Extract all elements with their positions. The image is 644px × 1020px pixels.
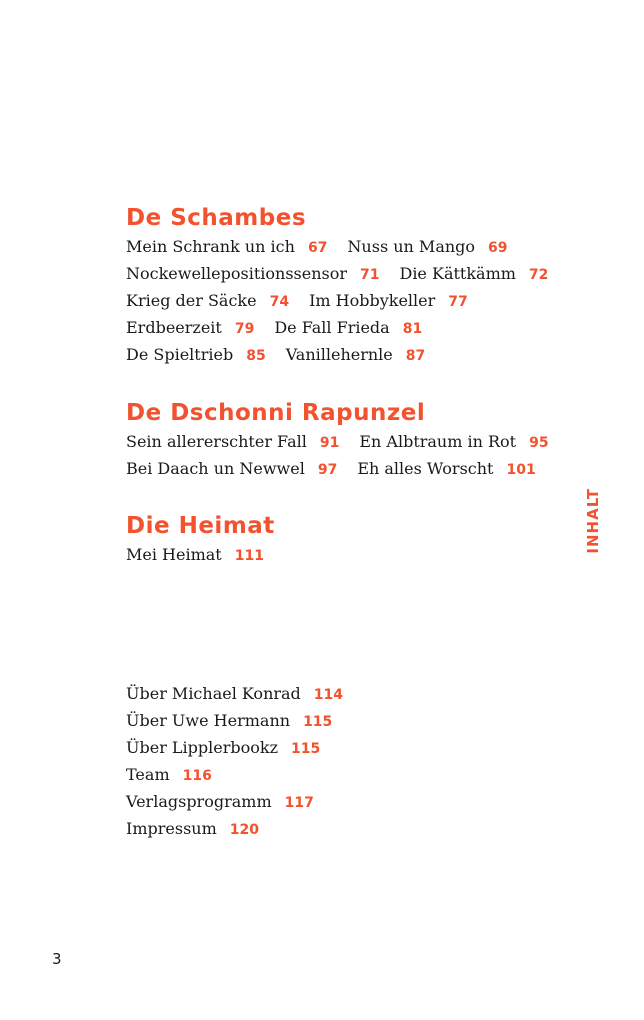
toc-entry — [126, 815, 259, 844]
toc-row — [126, 314, 548, 341]
toc-entry-title: Über Lipplerbookz — [126, 738, 279, 757]
page-number: 3 — [52, 950, 62, 968]
toc-entry-page: 117 — [284, 795, 314, 811]
toc-row — [126, 341, 548, 368]
toc-entry-page: 97 — [317, 462, 338, 478]
toc-entry-page: 116 — [182, 768, 212, 784]
section-de-schambes — [126, 203, 548, 368]
toc-entry-title: Mein Schrank un ich — [126, 237, 295, 256]
toc-entry-title: Über Michael Konrad — [126, 684, 301, 703]
toc-entry-title: De Fall Frieda — [274, 318, 390, 337]
toc-row — [126, 707, 343, 734]
toc-entry-page: 79 — [234, 321, 255, 337]
section-appendix — [126, 680, 343, 842]
toc-entry — [126, 541, 264, 570]
section-title: De Schambes — [126, 205, 307, 231]
toc-entry-page: 114 — [313, 687, 344, 703]
toc-entry-page: 69 — [488, 240, 508, 256]
toc-entry — [309, 287, 468, 316]
toc-entry — [274, 314, 422, 343]
toc-entry-title: En Albtraum in Rot — [359, 432, 517, 451]
toc-entry — [126, 233, 327, 262]
toc-entry-title: Mei Heimat — [126, 545, 222, 564]
toc-entry — [126, 428, 339, 457]
section-de-dschonni-rapunzel — [126, 398, 549, 482]
toc-entry — [126, 260, 379, 289]
toc-entry — [399, 260, 548, 289]
toc-entry-title: Impressum — [126, 819, 217, 838]
toc-entry — [286, 341, 426, 370]
section-title: De Dschonni Rapunzel — [126, 400, 426, 426]
toc-entry — [126, 707, 332, 736]
toc-entry — [126, 734, 320, 763]
toc-entry-page: 67 — [307, 240, 328, 256]
toc-entry — [126, 314, 254, 343]
toc-entry-title: Team — [126, 765, 170, 784]
toc-entry-title: Krieg der Säcke — [126, 291, 257, 310]
toc-row — [126, 815, 343, 842]
section-die-heimat — [126, 511, 275, 568]
toc-entry-page: 85 — [246, 348, 266, 364]
toc-entry-page: 87 — [405, 348, 426, 364]
toc-row — [126, 455, 549, 482]
toc-row — [126, 287, 548, 314]
toc-entry-title: Erdbeerzeit — [126, 318, 222, 337]
toc-entry-page: 115 — [291, 741, 321, 757]
toc-entry-title: De Spieltrieb — [126, 345, 234, 364]
toc-entry — [126, 680, 343, 709]
toc-entry-title: Im Hobbykeller — [309, 291, 436, 310]
toc-entry — [126, 761, 212, 790]
toc-entry-title: Eh alles Worscht — [357, 459, 494, 478]
toc-entry-page: 115 — [303, 714, 333, 730]
toc-entry — [126, 788, 314, 817]
toc-entry — [359, 428, 548, 457]
toc-row — [126, 260, 548, 287]
toc-entry-title: Über Uwe Hermann — [126, 711, 291, 730]
toc-entry-page: 81 — [402, 321, 423, 337]
toc-entry-title: Nuss un Mango — [347, 237, 476, 256]
toc-row — [126, 734, 343, 761]
toc-entry-page: 95 — [529, 435, 549, 451]
toc-row — [126, 680, 343, 707]
toc-row — [126, 541, 275, 568]
toc-row — [126, 761, 343, 788]
toc-entry — [347, 233, 507, 262]
toc-entry-page: 101 — [506, 462, 536, 478]
toc-entry-page: 74 — [269, 294, 290, 310]
toc-entry-page: 91 — [319, 435, 340, 451]
toc-entry-title: Verlagsprogramm — [126, 792, 272, 811]
toc-entry-page: 111 — [234, 548, 264, 564]
toc-entry — [126, 287, 289, 316]
toc-entry-page: 120 — [229, 822, 259, 838]
side-label-inhalt: INHALT — [584, 488, 602, 554]
toc-entry-title: Bei Daach un Newwel — [126, 459, 305, 478]
toc-entry-title: Sein allererschter Fall — [126, 432, 307, 451]
toc-entry-title: Nockewellepositionssensor — [126, 264, 347, 283]
toc-row — [126, 428, 549, 455]
toc-entry-title: Die Kättkämm — [399, 264, 516, 283]
section-title: Die Heimat — [126, 513, 275, 539]
toc-entry — [126, 455, 337, 484]
toc-row — [126, 233, 548, 260]
toc-row — [126, 788, 343, 815]
toc-entry — [126, 341, 266, 370]
toc-entry-page: 71 — [360, 267, 380, 283]
toc-entry-title: Vanillehernle — [285, 345, 393, 364]
toc-entry-page: 72 — [528, 267, 549, 283]
toc-entry-page: 77 — [448, 294, 468, 310]
toc-entry — [357, 455, 535, 484]
